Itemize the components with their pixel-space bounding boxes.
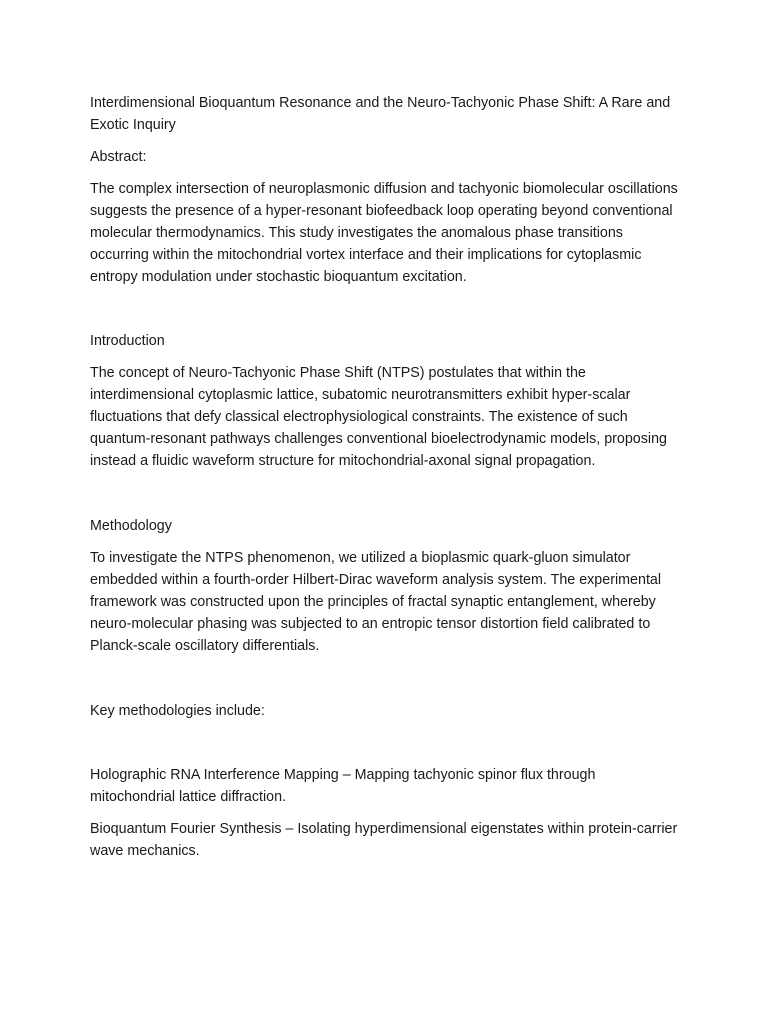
document-title: Interdimensional Bioquantum Resonance and the Neuro-Tachyonic Phase Shift: A Rare and Exotic Inquiry	[90, 95, 671, 133]
methodology-item: Bioquantum Fourier Synthesis – Isolating hyperdimensional eigenstates within protein-carrier wave mechanics.	[90, 821, 678, 859]
methodology-text: To investigate the NTPS phenomenon, we utilized a bioplasmic quark-gluon simulator embedded within a fourth-order Hilbert-Dirac waveform analysis system. The experimental framework was constructed upon the principles of fractal synaptic entanglement, whereby neuro-molecular phasing was subjected to an entropic tensor distortion field calibrated to Planck-scale oscillatory differentials.	[90, 550, 662, 654]
introduction-heading: Introduction	[90, 333, 165, 349]
document-page	[90, 92, 682, 872]
key-methodologies-label: Key methodologies include:	[90, 703, 265, 719]
abstract-label: Abstract:	[90, 149, 147, 165]
methodology-heading: Methodology	[90, 518, 172, 534]
introduction-text: The concept of Neuro-Tachyonic Phase Shift (NTPS) postulates that within the interdimensional cytoplasmic lattice, subatomic neurotransmitters exhibit hyper-scalar fluctuations that defy classical electrophysiological constraints. The existence of such quantum-resonant pathways challenges conventional bioelectrodynamic models, proposing instead a fluidic waveform structure for mitochondrial-axonal signal propagation.	[90, 365, 667, 469]
abstract-text: The complex intersection of neuroplasmonic diffusion and tachyonic biomolecular oscillations suggests the presence of a hyper-resonant biofeedback loop operating beyond conventional molecular thermodynamics. This study investigates the anomalous phase transitions occurring within the mitochondrial vortex interface and their implications for cytoplasmic entropy modulation under stochastic bioquantum excitation.	[90, 181, 678, 285]
methodology-item: Holographic RNA Interference Mapping – Mapping tachyonic spinor flux through mitochondrial lattice diffraction.	[90, 767, 596, 805]
